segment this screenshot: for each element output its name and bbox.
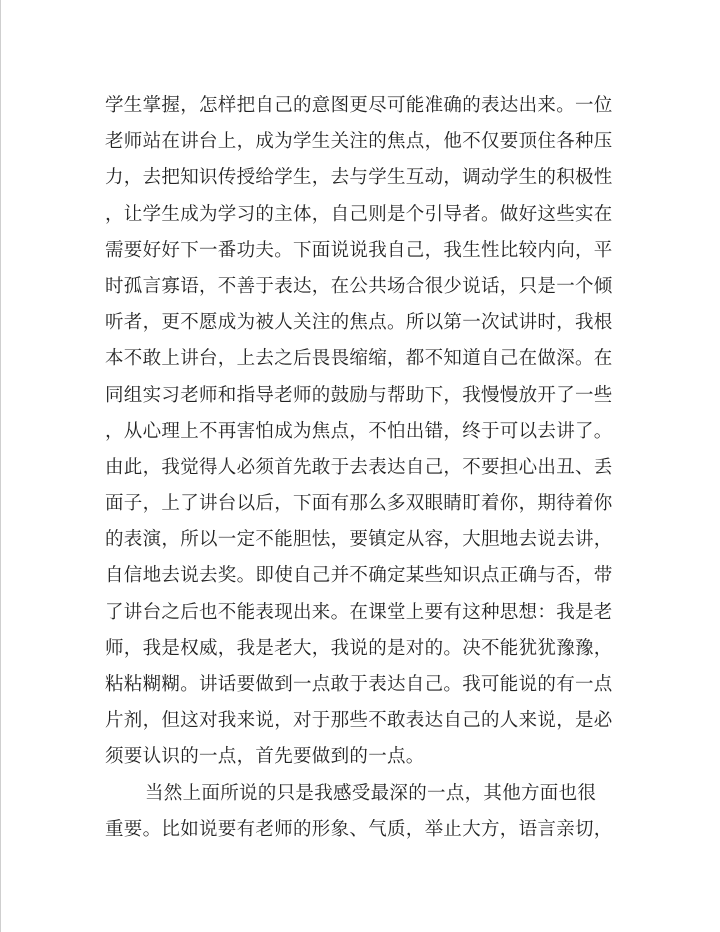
text-line-5: 需要好好下一番功夫。下面说说我自己，我生性比较内向，平 — [105, 239, 613, 261]
text-line-9: 同组实习老师和指导老师的鼓励与帮助下，我慢慢放开了一些 — [105, 384, 613, 406]
text-line-18: 片剂，但这对我来说，对于那些不敢表达自己的人来说，是必 — [105, 710, 613, 732]
text-line-3: 力，去把知识传授给学生，去与学生互动，调动学生的积极性 — [105, 167, 613, 189]
body-text — [105, 88, 625, 848]
text-line-2: 老师站在讲台上，成为学生关注的焦点，他不仅要顶住各种压 — [105, 131, 613, 153]
text-line-19: 须要认识的一点，首先要做到的一点。 — [105, 746, 425, 768]
text-line-21: 重要。比如说要有老师的形象、气质，举止大方，语言亲切， — [105, 818, 613, 840]
text-line-12: 面子，上了讲台以后，下面有那么多双眼睛盯着你，期待着你 — [105, 493, 613, 515]
text-line-17: 粘粘糊糊。讲话要做到一点敢于表达自己。我可能说的有一点 — [105, 674, 613, 695]
text-line-10: ，从心理上不再害怕成为焦点，不怕出错，终于可以去讲了。 — [105, 420, 613, 442]
text-line-13: 的表演，所以一定不能胆怯，要镇定从容，大胆地去说去讲， — [105, 529, 613, 551]
text-line-15: 了讲台之后也不能表现出来。在课堂上要有这种思想：我是老 — [105, 601, 613, 623]
text-line-1: 学生掌握，怎样把自己的意图更尽可能准确的表达出来。一位 — [105, 95, 613, 116]
text-line-4: ，让学生成为学习的主体，自己则是个引导者。做好这些实在 — [105, 203, 613, 225]
text-line-20: 当然上面所说的只是我感受最深的一点，其他方面也很 — [145, 782, 597, 804]
text-line-14: 自信地去说去奖。即使自己并不确定某些知识点正确与否，带 — [105, 565, 613, 587]
text-line-8: 本不敢上讲台，上去之后畏畏缩缩，都不知道自己在做深。在 — [105, 348, 613, 370]
text-line-16: 师，我是权威，我是老大，我说的是对的。决不能犹犹豫豫， — [105, 637, 613, 659]
text-line-6: 时孤言寡语，不善于表达，在公共场合很少说话，只是一个倾 — [105, 275, 613, 297]
text-line-7: 听者，更不愿成为被人关注的焦点。所以第一次试讲时，我根 — [105, 312, 613, 334]
text-line-11: 由此，我觉得人必须首先敢于去表达自己，不要担心出丑、丢 — [105, 456, 613, 478]
